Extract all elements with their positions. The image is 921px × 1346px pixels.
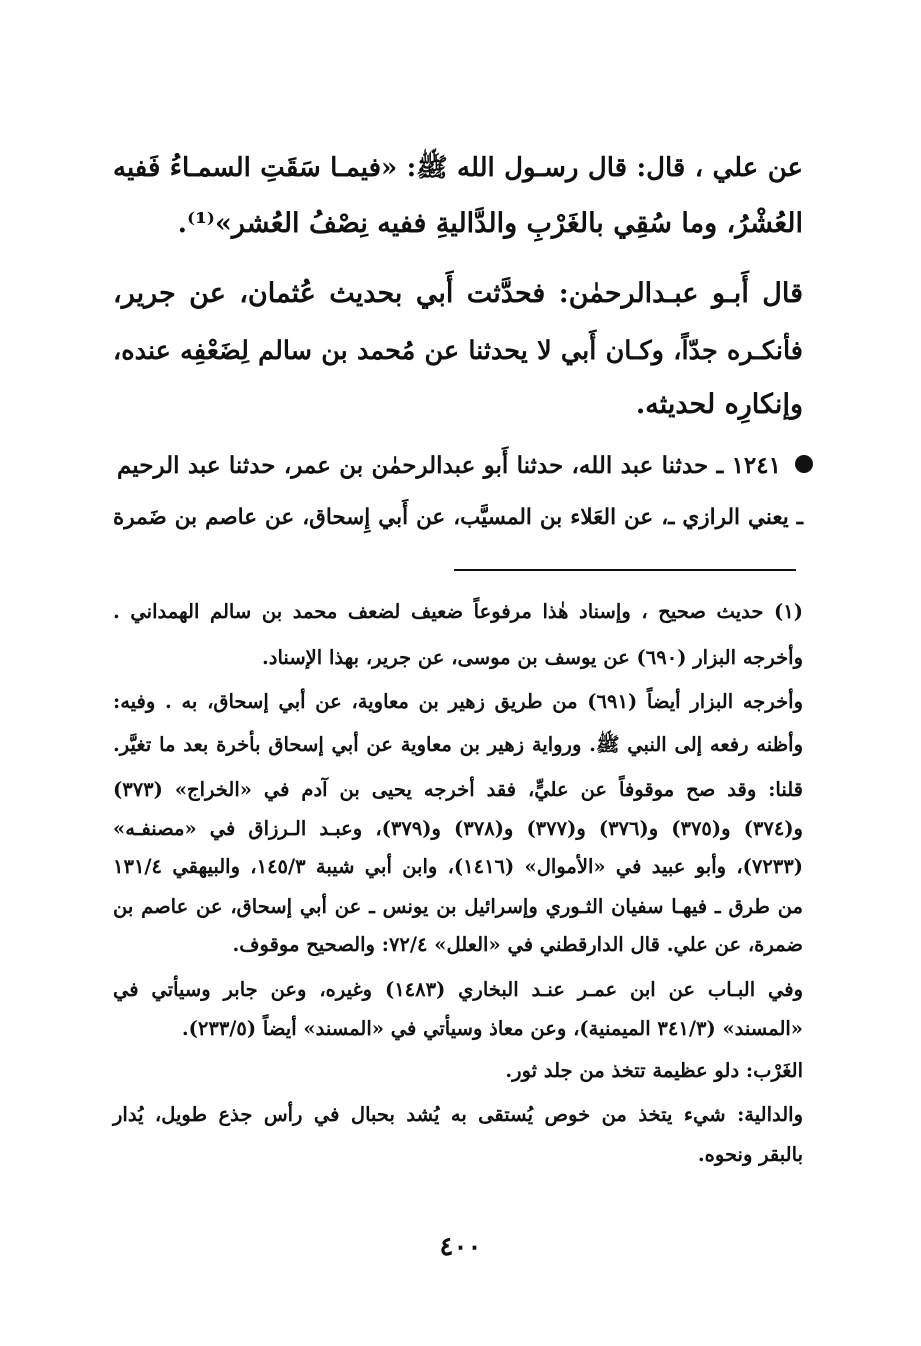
footnote-line-9: ضمرة، عن علي. قال الدارقطني في «العلل» ٧٢/٤: والصحيح موقوف. bbox=[232, 933, 803, 956]
footnote-line-10: وفي البـاب عن ابن عمـر عنـد البخاري (١٤٨٣) وغيره، وعن جابر وسيأتي في bbox=[113, 978, 804, 1001]
hadith-line-2: ـ يعني الرازي ـ، عن العَلاء بن المسيَّب، عن أَبي إِسحاق، عن عاصم بن ضَمرة bbox=[113, 505, 803, 530]
footnote-line-6: و(٣٧٤) و(٣٧٥) و(٣٧٦) و(٣٧٧) و(٣٧٨) و(٣٧٩)، وعبـد الـرزاق في «مصنفـه» bbox=[113, 817, 803, 840]
footnote-line-3: وأخرجه البزار أيضاً (٦٩١) من طريق زهير بن معاوية، عن أبي إسحاق، به . وفيه: bbox=[113, 690, 803, 713]
footnote-line-2: وأخرجه البزار (٦٩٠) عن يوسف بن موسى، عن جرير، بهذا الإسناد. bbox=[262, 646, 803, 669]
page-number: ٤٠٠ bbox=[439, 1232, 482, 1262]
footnote-line-14: بالبقر ونحوه. bbox=[697, 1143, 803, 1166]
commentary-line-3: وإنكارِه لحديثه. bbox=[635, 389, 803, 420]
main-text-line-1: عن علي ، قال: قال رسـول الله ﷺ: «فيمـا سَقَتِ السمـاءُ فَفيه bbox=[113, 153, 803, 183]
bullet-icon bbox=[795, 455, 813, 473]
footnote-line-5: قلنا: وقد صح موقوفاً عن عليٍّ، فقد أخرجه يحيى بن آدم في «الخراج» (٣٧٣) bbox=[113, 778, 803, 801]
commentary-line-2: فأنكـره جدّاً، وكـان أَبي لا يحدثنا عن مُحمد بن سالم لِضَعْفِه عنده، bbox=[113, 336, 803, 366]
footnote-line-12: الغَرْب: دلو عظيمة تتخذ من جلد ثور. bbox=[505, 1059, 803, 1082]
footnote-line-13: والدالية: شيء يتخذ من خوص يُستقى به يُشد بحبال في رأس جذع طويل، يُدار bbox=[113, 1103, 803, 1126]
footnote-line-7: (٧٢٣٣)، وأبو عبيد في «الأموال» (١٤١٦)، وابن أبي شيبة ١٤٥/٣، والبيهقي ١٣١/٤ bbox=[113, 855, 803, 878]
footnote-separator bbox=[454, 569, 796, 571]
footnote-line-8: من طرق ـ فيهـا سفيان الثـوري وإسرائيل بن يونس ـ عن أبي إسحاق، عن عاصم بن bbox=[113, 895, 803, 918]
footnote-line-4: وأظنه رفعه إلى النبي ﷺ. ورواية زهير بن معاوية عن أبي إسحاق بأخرة بعد ما تغيَّر. bbox=[113, 733, 803, 756]
main-text-line-2: العُشْرُ، وما سُقِي بالغَرْبِ والدَّاليةِ ففيه نِصْفُ العُشر»⁽¹⁾. bbox=[177, 208, 803, 239]
footnote-line-11: «المسند» (٣٤١/٣ الميمنية)، وعن معاذ وسيأتي في «المسند» أيضاً (٢٣٣/٥). bbox=[181, 1017, 803, 1040]
commentary-line-1: قال أَبـو عبـدالرحمٰن: فحدَّثت أَبي بحديث عُثمان، عن جرير، bbox=[113, 278, 803, 309]
footnote-line-1: (١) حديث صحيح ، وإسناد هٰذا مرفوعاً ضعيف لضعف محمد بن سالم الهمداني . bbox=[113, 600, 803, 623]
hadith-line-1: ١٢٤١ ـ حدثنا عبد الله، حدثنا أَبو عبدالرحمٰن بن عمر، حدثنا عبد الرحيم bbox=[117, 452, 781, 479]
